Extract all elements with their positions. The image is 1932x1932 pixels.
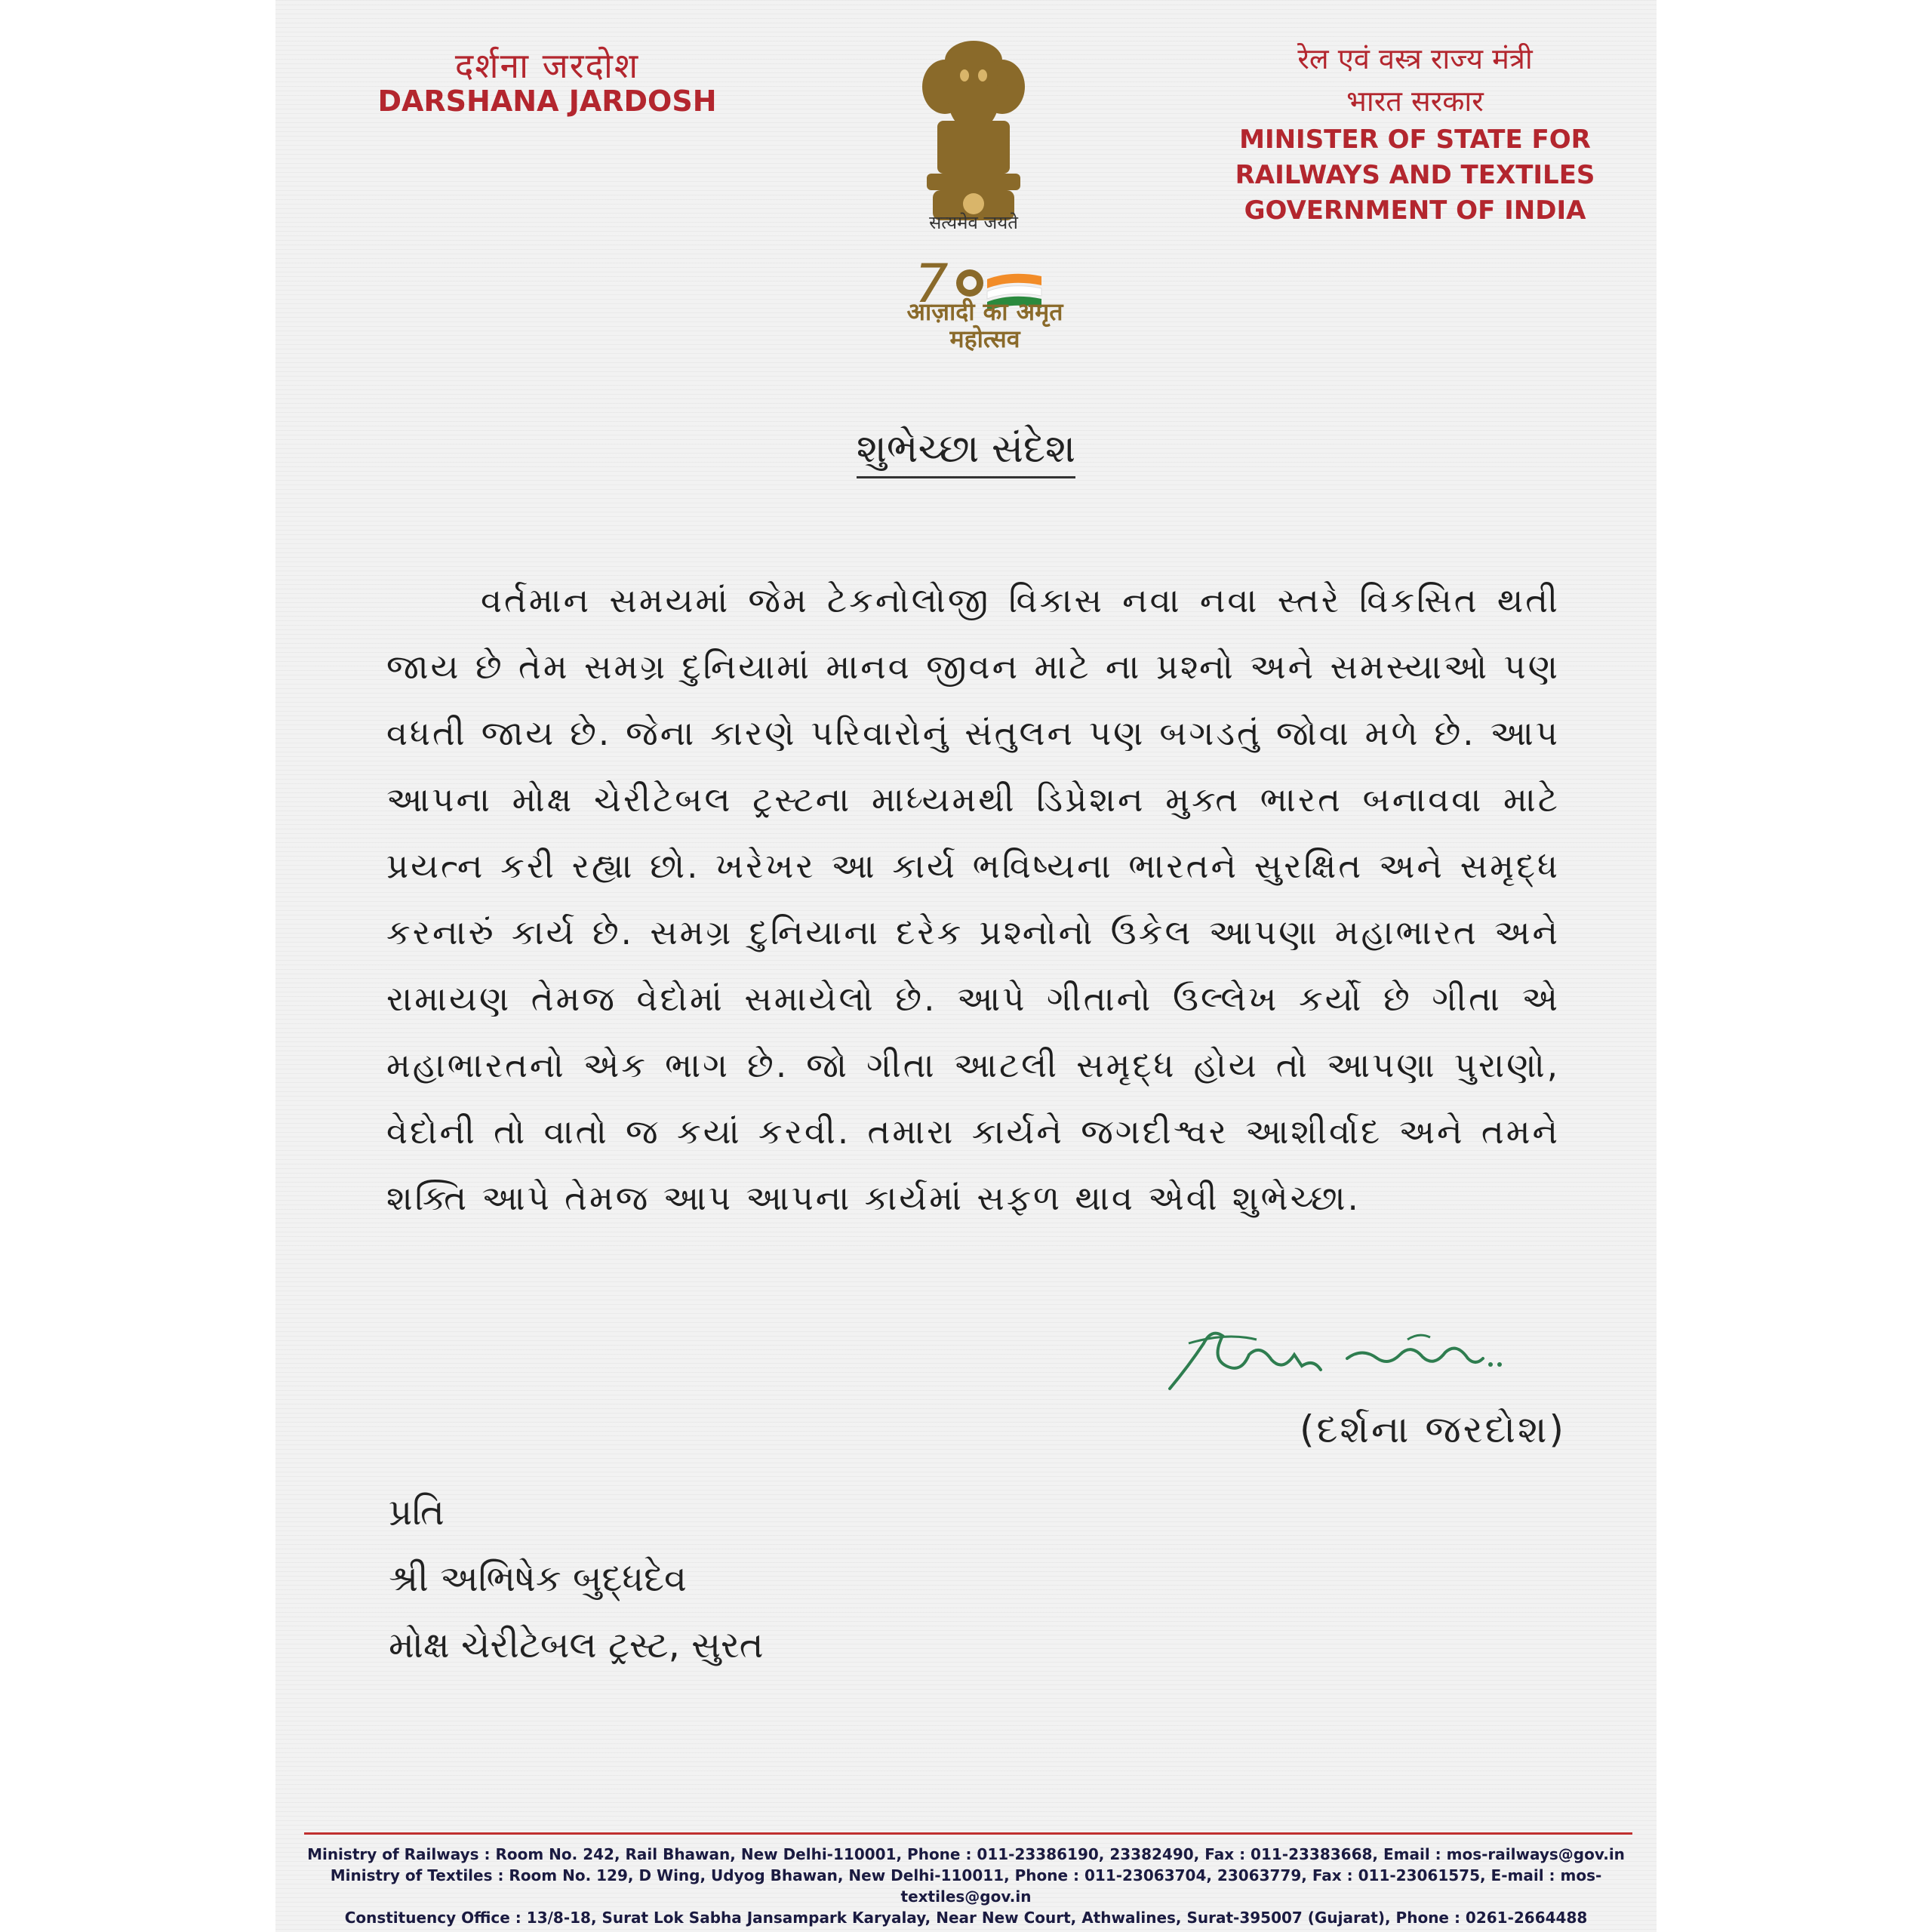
minister-title-block [1219, 38, 1611, 229]
footer-addresses [291, 1844, 1641, 1928]
footer-divider [304, 1832, 1632, 1835]
recipient-name: શ્રી અભિષેક બુદ્ધદેવ [389, 1558, 687, 1600]
recipient-block [389, 1479, 764, 1678]
to-label: પ્રતિ [389, 1491, 445, 1534]
title-english-line1: MINISTER OF STATE FOR [1239, 125, 1591, 155]
title-hindi-line1: रेल एवं वस्त्र राज्य मंत्री [1297, 42, 1533, 75]
letter-body [386, 568, 1560, 1232]
handwritten-signature [1158, 1313, 1506, 1404]
svg-text:7: 7 [915, 253, 949, 315]
letter-body-text: વર્તમાન સમયમાં જેમ ટેકનોલોજી વિકાસ નવા નવા સ્તરે વિકસિત થતી જાય છે તેમ સમગ્ર દુનિયામાં માનવ જીવન માટે ના પ્રશ્નો અને સમસ્યાઓ પણ વધતી જાય છે. જેના કારણે પરિવારોનું સંતુલન પણ બગડતું જોવા મળે છે. આપ આપના મોક્ષ ચેરીટેબલ ટ્રસ્ટના માધ્યમથી ડિપ્રેશન મુક્ત ભારત બનાવવા માટે પ્રયત્ન કરી રહ્યા છો. ખરેખર આ કાર્ય ભવિષ્યના ભારતને સુરક્ષિત અને સમૃદ્ધ કરનારું કાર્ય છે. સમગ્ર દુનિયાના દરેક પ્રશ્નોનો ઉકેલ આપણા મહાભારત અને રામાયણ તેમજ વેદોમાં સમાયેલો છે. આપે ગીતાનો ઉલ્લેખ કર્યો છે ગીતા એ મહાભારતનો એક ભાગ છે. જો ગીતા આટલી સમૃદ્ધ હોય તો આપણા પુરાણો, વેદોની તો વાતો જ કયાં કરવી. તમારા કાર્યને જગદીશ્વર આશીર્વાદ અને તમને શક્તિ આપે તેમજ આપ આપના કાર્યમાં સફળ થાવ એવી શુભેચ્છા. [386, 580, 1560, 1218]
title-english-line2: RAILWAYS AND TEXTILES [1235, 160, 1595, 190]
name-hindi: दर्शना जरदोश [454, 45, 640, 86]
title-english-line3: GOVERNMENT OF INDIA [1244, 195, 1586, 226]
azadi-logo-text: आज़ादी का अमृत महोत्सव [906, 297, 1063, 353]
footer-line-railways: Ministry of Railways : Room No. 242, Rail Bhawan, New Delhi-110001, Phone : 011-23386190, 23382490, Fax : 011-23383668, Email : mos-railways@gov.in [307, 1845, 1625, 1863]
footer-line-textiles: Ministry of Textiles : Room No. 129, D Wing, Udyog Bhawan, New Delhi-110011, Phone : 011-23063704, 23063779, Fax : 011-23061575, E-mail : mos-textiles@gov.in [330, 1866, 1602, 1906]
letter-sheet [275, 0, 1657, 1932]
name-english: DARSHANA JARDOSH [377, 85, 717, 118]
signatory-name: (દર્શના જરદોશ) [1299, 1407, 1566, 1451]
title-hindi-line2: भारत सरकार [1346, 85, 1484, 118]
letter-heading [275, 426, 1657, 472]
emblem-motto: सत्यमेव जयते [929, 212, 1018, 233]
recipient-org: મોક્ષ ચેરીટેબલ ટ્રસ્ટ, સુરત [389, 1624, 764, 1666]
footer-line-constituency: Constituency Office : 13/8-18, Surat Lok Sabha Jansampark Karyalay, Near New Court, Athwalines, Surat-395007 (Gujarat), Phone : 0261-2664488 [344, 1909, 1588, 1927]
letter-heading-text: શુભેચ્છા સંદેશ [857, 426, 1075, 478]
